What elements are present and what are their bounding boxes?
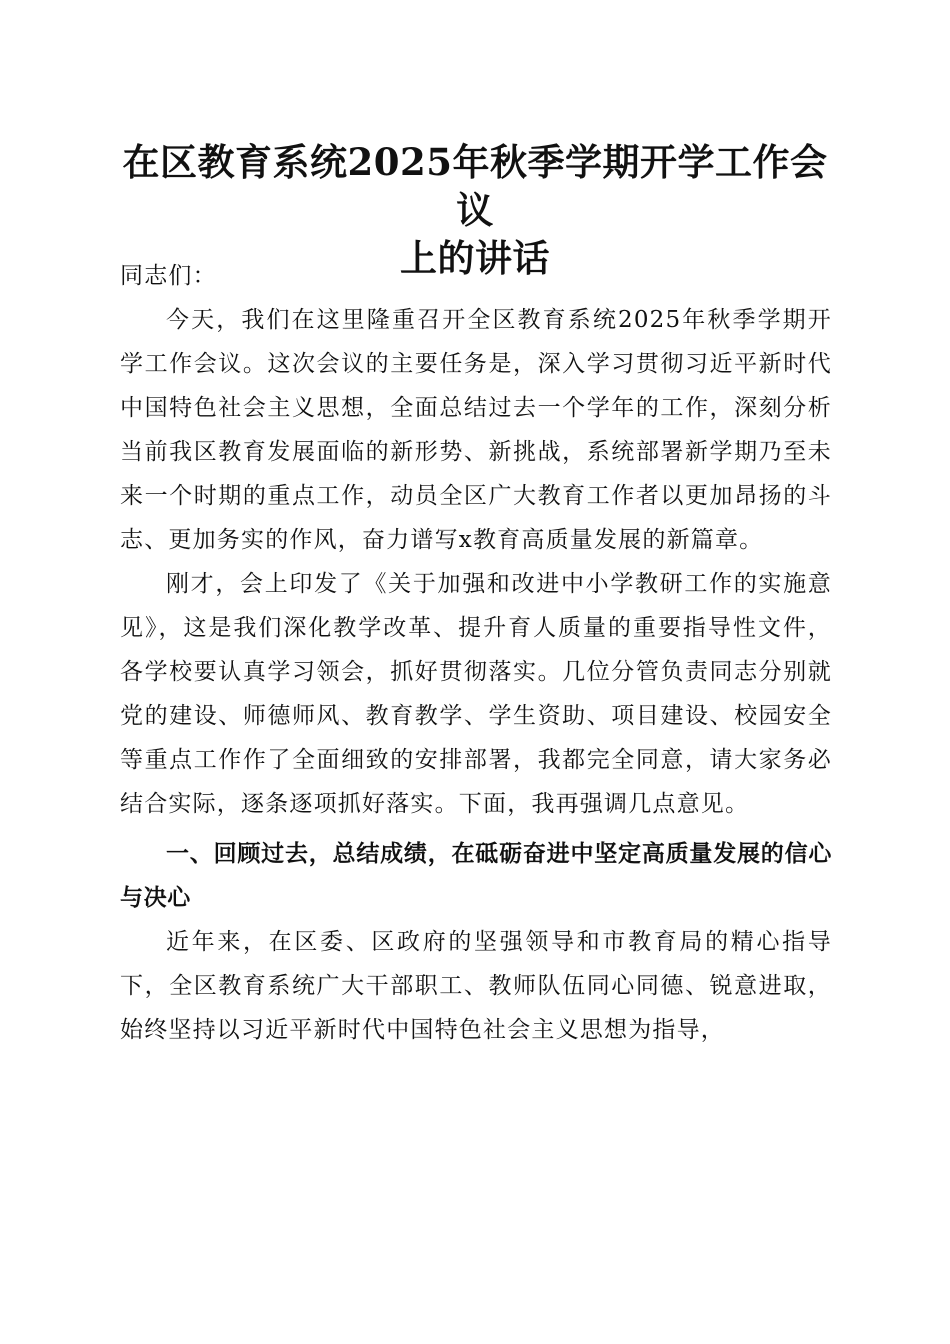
section-heading-1: 一、回顾过去，总结成绩，在砥砺奋进中坚定高质量发展的信心与决心	[120, 841, 832, 911]
title-line-1: 在区教育系统2025年秋季学期开学工作会议	[122, 140, 828, 232]
paragraph-opening: 今天，我们在这里隆重召开全区教育系统2025年秋季学期开学工作会议。这次会议的主要任务是，深入学习贯彻习近平新时代中国特色社会主义思想，全面总结过去一个学年的工作，深刻分析当前我区教育发展面临的新形势、新挑战，系统部署新学期乃至未来一个时期的重点工作，动员全区广大教育工作者以更加昂扬的斗志、更加务实的作风，奋力谱写x教育高质量发展的新篇章。	[120, 307, 832, 553]
section-1-paragraph: 近年来，在区委、区政府的坚强领导和市教育局的精心指导下，全区教育系统广大干部职工、教师队伍同心同德、锐意进取，始终坚持以习近平新时代中国特色社会主义思想为指导，	[120, 929, 832, 1043]
title-line-2: 上的讲话	[400, 236, 550, 280]
paragraph-remarks: 刚才，会上印发了《关于加强和改进中小学教研工作的实施意见》，这是我们深化教学改革、提升育人质量的重要指导性文件，各学校要认真学习领会，抓好贯彻落实。几位分管负责同志分别就党的建设、师德师风、教育教学、学生资助、项目建设、校园安全等重点工作作了全面细致的安排部署，我都完全同意，请大家务必结合实际，逐条逐项抓好落实。下面，我再强调几点意见。	[120, 571, 832, 817]
document-body	[120, 254, 832, 1052]
salutation: 同志们：	[120, 263, 217, 289]
